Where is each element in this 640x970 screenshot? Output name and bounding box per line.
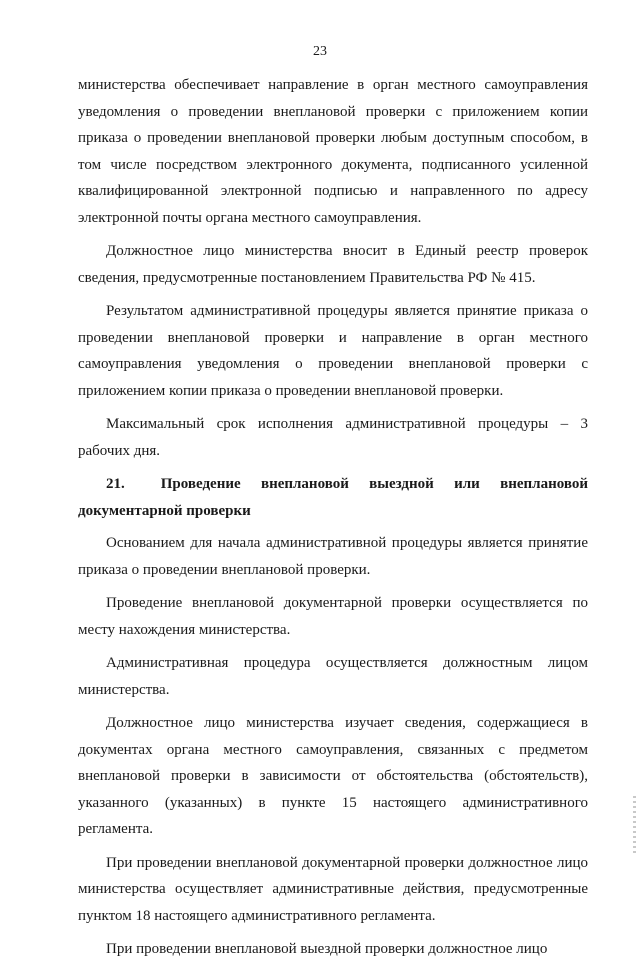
paragraph: Основанием для начала административной процедуры является принятие приказа о проведении внеплановой проверки. <box>78 535 588 578</box>
page-content <box>78 72 588 970</box>
section-number: 21. <box>106 476 125 492</box>
paragraph: Проведение внеплановой документарной проверки осуществляется по месту нахождения министерства. <box>78 595 588 638</box>
paragraph: Должностное лицо министерства изучает сведения, содержащиеся в документах органа местного самоуправления, связанных с предметом внеплановой проверки в зависимости от обстоятельства (обстоятельств), указанного (указанных) в пункте 15 настоящего административного регламента. <box>78 715 588 837</box>
page-number: 23 <box>313 44 327 59</box>
section-heading <box>78 471 588 524</box>
paragraph: Должностное лицо министерства вносит в Единый реестр проверок сведения, предусмотренные постановлением Правительства РФ № 415. <box>78 243 588 286</box>
paragraph: министерства обеспечивает направление в орган местного самоуправления уведомления о проведении внеплановой проверки с приложением копии приказа о проведении внеплановой проверки любым доступным способом, в том числе посредством электронного документа, подписанного усиленной квалифицированной электронной подписью и направленного по адресу электронной почты органа местного самоуправления. <box>78 77 588 226</box>
paragraph: Административная процедура осуществляется должностным лицом министерства. <box>78 655 588 698</box>
paragraph: При проведении внеплановой документарной проверки должностное лицо министерства осуществляет административные действия, предусмотренные пунктом 18 настоящего административного регламента. <box>78 854 588 924</box>
paragraph: При проведении внеплановой выездной проверки должностное лицо <box>106 941 548 957</box>
scan-edge-marks <box>633 796 636 856</box>
paragraph: Максимальный срок исполнения административной процедуры – 3 рабочих дня. <box>78 416 588 459</box>
section-title: Проведение внеплановой выездной или внеплановой документарной проверки <box>78 476 588 519</box>
paragraph: Результатом административной процедуры является принятие приказа о проведении внеплановой проверки и направление в орган местного самоуправления уведомления о проведении внеплановой проверки с приложением копии приказа о проведении внеплановой проверки. <box>78 303 588 399</box>
